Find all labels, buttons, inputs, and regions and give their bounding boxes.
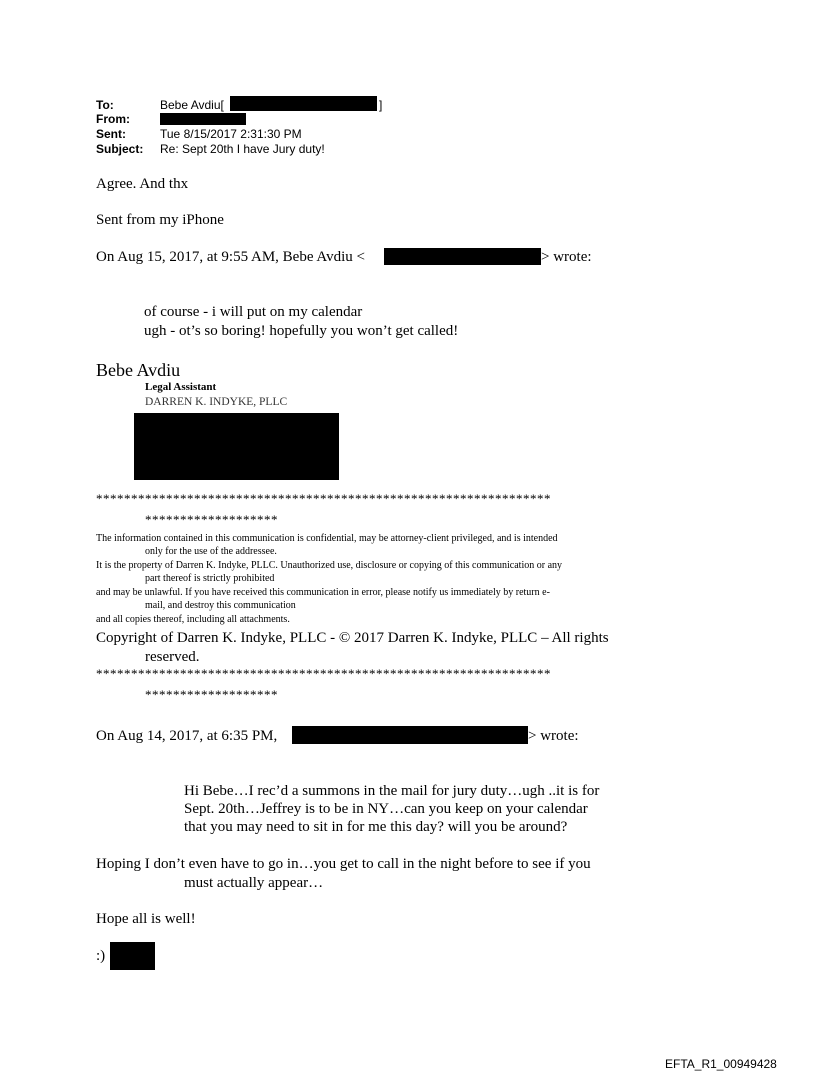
quote1-line-1: of course - i will put on my calendar	[144, 304, 363, 320]
disclaimer-copyright-1: Copyright of Darren K. Indyke, PLLC - © 2017 Darren K. Indyke, PLLC – All rights	[96, 630, 609, 646]
redaction-signature-block	[134, 413, 339, 480]
quote2-line-2: Sept. 20th…Jeffrey is to be in NY…can you keep on your calendar	[184, 801, 588, 817]
to-label: To:	[96, 98, 114, 112]
redaction-quote2-sender	[292, 726, 528, 744]
quote2-line-3: that you may need to sit in for me this day? will you be around?	[184, 819, 568, 835]
quote2-line-4: Hoping I don’t even have to go in…you get to call in the night before to see if you	[96, 856, 591, 872]
sent-label: Sent:	[96, 127, 126, 141]
disclaimer-stars-top: *****************************************************************	[96, 491, 551, 506]
from-label: From:	[96, 112, 130, 126]
disclaimer-line-3: It is the property of Darren K. Indyke, PLLC. Unauthorized use, disclosure or copying of this communication or any	[96, 560, 563, 571]
document-id: EFTA_R1_00949428	[665, 1057, 777, 1071]
disclaimer-stars-bottom-short: *******************	[145, 687, 278, 702]
disclaimer-stars-top-short: *******************	[145, 512, 278, 527]
reply-line-2: Sent from my iPhone	[96, 212, 224, 228]
signature-title: Legal Assistant	[145, 381, 217, 393]
disclaimer-copyright-2: reserved.	[145, 649, 200, 665]
quote1-line-2: ugh - ot’s so boring! hopefully you won’t get called!	[144, 323, 459, 339]
quote2-line-6: Hope all is well!	[96, 911, 196, 927]
to-close-bracket: ]	[379, 98, 383, 112]
reply-line-1: Agree. And thx	[96, 176, 189, 192]
redaction-quote1-email	[384, 248, 541, 265]
signature-firm: DARREN K. INDYKE, PLLC	[145, 396, 288, 408]
sent-value: Tue 8/15/2017 2:31:30 PM	[160, 127, 302, 141]
quote1-intro-prefix: On Aug 15, 2017, at 9:55 AM, Bebe Avdiu <	[96, 249, 366, 265]
quote1-intro-suffix: > wrote:	[541, 249, 592, 265]
disclaimer-line-2: only for the use of the addressee.	[145, 546, 277, 557]
quote2-intro-prefix: On Aug 14, 2017, at 6:35 PM,	[96, 728, 278, 744]
quote2-line-7: :)	[96, 948, 106, 964]
quote2-line-1: Hi Bebe…I rec’d a summons in the mail for jury duty…ugh ..it is for	[184, 783, 600, 799]
disclaimer-line-4: part thereof is strictly prohibited	[145, 573, 275, 584]
redaction-from	[160, 113, 246, 125]
disclaimer-line-1: The information contained in this communication is confidential, may be attorney-client privileged, and is intended	[96, 533, 558, 544]
redaction-to	[230, 96, 377, 111]
disclaimer-line-6: mail, and destroy this communication	[145, 600, 296, 611]
quote2-intro-suffix: > wrote:	[528, 728, 579, 744]
disclaimer-stars-bottom: *****************************************************************	[96, 666, 551, 681]
signature-name: Bebe Avdiu	[96, 360, 181, 380]
redaction-closing-name	[110, 942, 155, 970]
disclaimer-line-7: and all copies thereof, including all attachments.	[96, 614, 290, 625]
to-value: Bebe Avdiu[	[160, 98, 224, 112]
quote2-line-5: must actually appear…	[184, 875, 324, 891]
subject-label: Subject:	[96, 142, 144, 156]
disclaimer-line-5: and may be unlawful. If you have received this communication in error, please notify us immediately by return e-	[96, 587, 550, 598]
subject-value: Re: Sept 20th I have Jury duty!	[160, 142, 325, 156]
